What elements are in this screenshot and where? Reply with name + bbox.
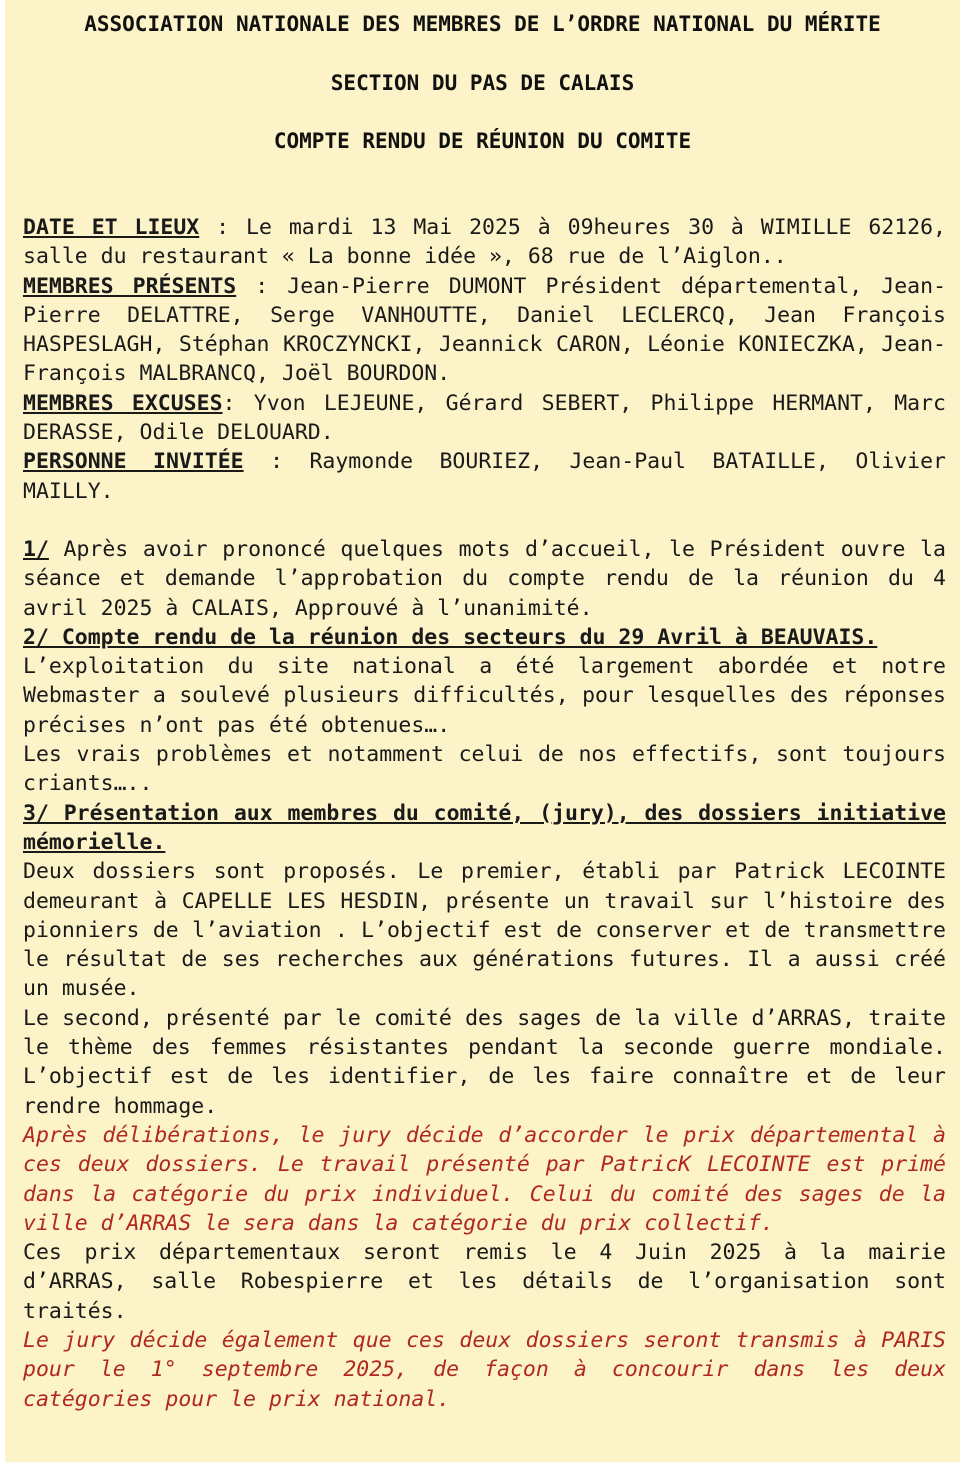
present-text: : Jean-Pierre DUMONT Président départemental, Jean-Pierre DELATTRE, Serge VANHOUTTE, Daniel LECLERCQ, Jean François HASPESLAGH, Stéphan KROCZYNCKI, Jeannick CARON, Léonie KONIECZKA, Jean-François MALBRANCQ, Joël BOURDON. [23,273,947,387]
excused-label: MEMBRES EXCUSES [23,390,223,416]
date-text: : Le mardi 13 Mai 2025 à 09heures 30 à WIMILLE 62126, salle du restaurant « La bonne idée », 68 rue de l’Aiglon.. [23,215,947,270]
document-page [5,0,960,1462]
section-1 [23,535,946,623]
present-paragraph [23,272,946,389]
section-3-paragraph-3: Ces prix départementaux seront remis le 4 Juin 2025 à la mairie d’ARRAS, salle Robespierre et les détails de l’organisation sont traités. [23,1240,946,1324]
section-2-paragraph-1: L’exploitation du site national a été largement abordée et notre Webmaster a soulevé plusieurs difficultés, pour lesquelles des réponses précises n’ont pas été obtenues…. [23,654,946,738]
section-1-number: 1/ [23,536,49,562]
section-3-paragraph-2: Le second, présenté par le comité des sages de la ville d’ARRAS, traite le thème des femmes résistantes pendant la seconde guerre mondiale. L’objectif est de les identifier, de les faire connaître et de leur rendre hommage. [23,1005,946,1119]
jury-decision-national: Le jury décide également que ces deux dossiers seront transmis à PARIS pour le 1° septembre 2025, de façon à concourir dans les deux catégories pour le prix national. [23,1327,946,1412]
jury-decision-prize: Après délibérations, le jury décide d’accorder le prix départemental à ces deux dossiers. Le travail présenté par PatricK LECOINTE est primé dans la catégorie du prix individuel. Celui du comité des sages de la ville d’ARRAS le sera dans la catégorie du prix collectif. [23,1122,946,1236]
section-2-title: 2/ Compte rendu de la réunion des secteurs du 29 Avril à BEAUVAIS. [23,624,878,650]
spacer [23,506,946,535]
section-2-paragraph-2: Les vrais problèmes et notamment celui de nos effectifs, sont toujours criants….. [23,742,946,797]
section-3-title: 3/ Présentation aux membres du comité, (jury), des dossiers initiative mémorielle. [23,800,946,855]
present-label: MEMBRES PRÉSENTS [23,273,237,299]
section-1-text: Après avoir prononcé quelques mots d’accueil, le Président ouvre la séance et demande l’approbation du compte rendu de la réunion du 4 avril 2025 à CALAIS, Approuvé à l’unanimité. [23,536,946,621]
guest-paragraph [23,447,946,506]
excused-text: : Yvon LEJEUNE, Gérard SEBERT, Philippe HERMANT, Marc DERASSE, Odile DELOUARD. [23,390,946,446]
guest-text: : Raymonde BOURIEZ, Jean-Paul BATAILLE, Olivier MAILLY. [23,449,946,504]
guest-label: PERSONNE INVITÉE [23,449,244,475]
association-title: ASSOCIATION NATIONALE DES MEMBRES DE L’ORDRE NATIONAL DU MÉRITE [84,12,881,36]
report-title: COMPTE RENDU DE RÉUNION DU COMITE [273,129,692,153]
date-label: DATE ET LIEUX [23,215,200,240]
excused-paragraph [23,389,946,448]
report-body [23,213,946,1414]
section-title: SECTION DU PAS DE CALAIS [330,71,635,95]
section-3-paragraph-1: Deux dossiers sont proposés. Le premier, établi par Patrick LECOINTE demeurant à CAPELLE LES HESDIN, présente un travail sur l’histoire des pionniers de l’aviation . L’objectif est de conserver et de transmettre le résultat de ses recherches aux générations futures. Il a aussi créé un musée. [23,859,946,1002]
date-paragraph [23,213,946,272]
